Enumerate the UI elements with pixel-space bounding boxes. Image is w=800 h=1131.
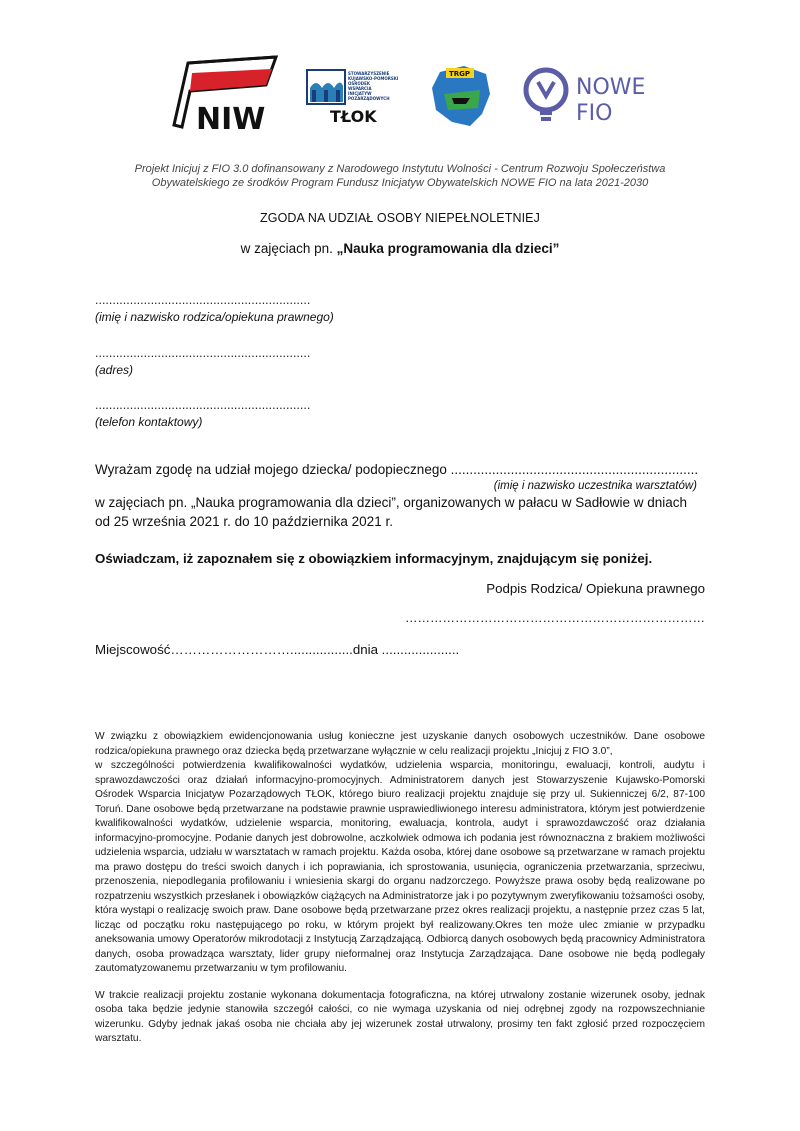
project-info-line-1: Projekt Inicjuj z FIO 3.0 dofinansowany z Narodowego Instytutu Wolności - Centrum Rozwoju Społeczeństwa bbox=[134, 163, 666, 175]
tlok-line-1: STOWARZYSZENIE bbox=[348, 71, 390, 76]
consent-line-3: od 25 września 2021 r. do 10 października 2021 r. bbox=[95, 514, 393, 529]
document-title: ZGODA NA UDZIAŁ OSOBY NIEPEŁNOLETNIEJ bbox=[260, 211, 540, 225]
phone-dots: .............................................................. bbox=[95, 398, 311, 412]
address-hint: (adres) bbox=[95, 363, 134, 377]
address-dots: .............................................................. bbox=[95, 346, 311, 360]
fio-line-1: NOWE bbox=[576, 75, 646, 100]
logo-bar bbox=[160, 50, 660, 140]
participant-name-hint: (imię i nazwisko uczestnika warsztatów) bbox=[493, 480, 697, 492]
consent-line-2: w zajęciach pn. „Nauka programowania dla dzieci”, organizowanych w pałacu w Sadłowie w dniach bbox=[95, 495, 688, 510]
tlok-name: TŁOK bbox=[330, 107, 377, 126]
info-paragraph-3: W trakcie realizacji projektu zostanie wykonana dokumentacja fotograficzna, na której utrwalony zostanie wizerunek osoby, jednak osoba taka będzie jedynie stanowiła szczegół całości, co nie wymaga uzyskania od niej odrębnej zgody na rozpowszechnianie wizerunku. Gdyby jednak jakaś osoba nie chciała aby jej wizerunek został utrwalony, prosimy ten fakt zgłosić przed rozpoczęciem warsztatu. bbox=[95, 989, 705, 1044]
tlok-bridge-logo bbox=[306, 68, 406, 126]
information-clause bbox=[95, 730, 705, 1047]
info-paragraph-1: W związku z obowiązkiem ewidencjonowania usług konieczne jest uzyskanie danych osobowych uczestników. Dane osobowe rodzica/opiekuna prawnego oraz dziecka będą przetwarzane wyłącznie w celu realizacji projektu „Inicjuj z FIO 3.0”, bbox=[95, 731, 705, 757]
parent-name-field[interactable] bbox=[95, 293, 334, 324]
declaration-text: Oświadczam, iż zapoznałem się z obowiązkiem informacyjnym, znajdującym się poniżej. bbox=[95, 551, 653, 566]
parent-name-dots: .............................................................. bbox=[95, 293, 311, 307]
tlok-line-5: INICJATYW bbox=[348, 91, 372, 96]
info-paragraph-2: w szczególności potwierdzenia kwalifikowalności wydatków, udzielenia wsparcia, monitoringu, ewaluacji, kontroli, audytu i sprawozdawczości oraz działań informacyjno-promocyjnych. Administratorem danych jest Stowarzyszenie Kujawsko-Pomorski Ośrodek Wsparcia Inicjatyw Pozarządowych TŁOK, którego biuro realizacji projektu znajduje się przy ul. Sukienniczej 6/2, 87-100 Toruń. Dane osobowe będą przetwarzane na podstawie prawnie usprawiedliwionego interesu administratora, którym jest potwierdzenie kwalifikowalności wydatków, udzielenie wsparcia, monitoring, ewaluacja, kontrola, audyt i sprawozdawczość oraz działania informacyjno-promocyjne. Podanie danych jest dobrowolne, aczkolwiek odmowa ich podania jest równoznaczna z brakiem możliwości udzielenia wsparcia, udziału w warsztatach w ramach projektu. Każda osoba, której dane osobowe są przetwarzane w ramach projektu ma prawo dostępu do treści swoich danych i ich poprawiania, ich sprostowania, usunięcia, ograniczenia przetwarzania, sprzeciwu, przenoszenia, niepodlegania profilowaniu i wniesienia skargi do organu nadzorczego. Powyższe prawa osoby będą realizowane po rozpatrzeniu wszystkich przesłanek i obowiązków ciążących na Administratorze jak i po pozytywnym zweryfikowaniu tożsamości osoby, która wystąpi o realizację swoich praw. Dane osobowe będą przetwarzane przez okres realizacji projektu, a następnie przez czas 5 lat, licząc od początku roku następującego po roku, w którym projekt był realizowany.Okres ten może ulec zmianie w przypadku aneksowania umowy Operatorów mikrodotacji z Instytucją Zarządzającą. Odbiorcą danych osobowych będą pracownicy Administratora danych, osoba prowadząca warsztaty, lider grupy nieformalnej oraz Instytucja Zarządzająca. Dane osobowe nie będą podlegały zautomatyzowanemu przetwarzaniu w tym profilowaniu. bbox=[95, 760, 705, 974]
parent-name-hint: (imię i nazwisko rodzica/opiekuna prawnego) bbox=[95, 310, 334, 324]
project-info bbox=[80, 162, 720, 190]
document-subtitle bbox=[0, 241, 800, 256]
consent-line-1[interactable]: Wyrażam zgodę na udział mojego dziecka/ podopiecznego .................................................................. bbox=[95, 462, 699, 477]
tlok-line-3: OŚRODEK bbox=[348, 81, 370, 86]
address-field[interactable] bbox=[95, 346, 310, 377]
lightbulb-logo bbox=[520, 66, 660, 128]
signature-label: Podpis Rodzica/ Opiekuna prawnego bbox=[486, 581, 705, 596]
niw-flag-logo bbox=[168, 55, 280, 135]
place-date-field[interactable]: Miejscowość……………………….................dnia ..................... bbox=[95, 642, 460, 657]
signature-field[interactable]: ……………………………………………………………… bbox=[405, 611, 705, 625]
project-info-line-2: Obywatelskiego ze środków Program Fundusz Inicjatyw Obywatelskich NOWE FIO na lata 2021-2030 bbox=[151, 177, 649, 189]
phone-hint: (telefon kontaktowy) bbox=[95, 415, 203, 429]
subtitle-prefix: w zajęciach pn. bbox=[240, 241, 337, 256]
subtitle-course-name: „Nauka programowania dla dzieci” bbox=[336, 241, 560, 256]
niw-logo-text: NIW bbox=[196, 102, 266, 135]
tlok-line-2: KUJAWSKO-POMORSKI bbox=[348, 76, 399, 81]
tlok-line-6: POZARZĄDOWYCH bbox=[348, 96, 390, 101]
trgp-region-logo bbox=[430, 64, 492, 128]
consent-statement bbox=[95, 460, 705, 531]
tlok-line-4: WSPARCIA bbox=[348, 86, 372, 91]
fio-line-2: FIO bbox=[576, 101, 613, 126]
phone-field[interactable] bbox=[95, 398, 310, 429]
trgp-text: TRGP bbox=[449, 70, 471, 78]
